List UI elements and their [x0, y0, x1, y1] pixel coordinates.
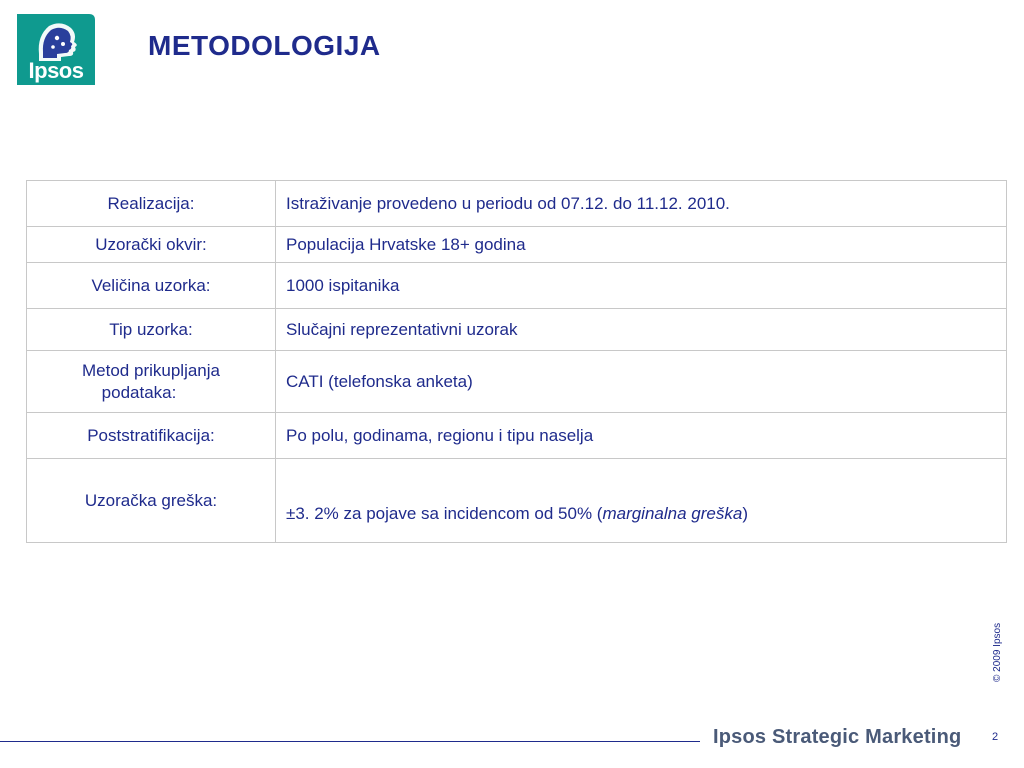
- copyright-text: © 2009 Ipsos: [992, 622, 1003, 682]
- row-label: Realizacija:: [27, 181, 276, 227]
- row-label: Uzorački okvir:: [27, 227, 276, 263]
- row-value: Populacija Hrvatske 18+ godina: [276, 227, 1007, 263]
- table-row: [27, 181, 1007, 227]
- row-label: Poststratifikacija:: [27, 413, 276, 459]
- page-title: METODOLOGIJA: [148, 30, 381, 61]
- copyright-notice: [988, 606, 1008, 686]
- table-row: [27, 309, 1007, 351]
- logo-text: Ipsos: [28, 58, 84, 83]
- row-value-italic: marginalna greška: [602, 504, 743, 523]
- row-value: CATI (telefonska anketa): [276, 351, 1007, 413]
- row-value-end: ): [742, 504, 748, 523]
- row-value: [276, 459, 1007, 543]
- row-label: Uzoračka greška:: [27, 459, 276, 543]
- row-value: 1000 ispitanika: [276, 263, 1007, 309]
- page-number: 2: [992, 731, 999, 743]
- footer-divider: [0, 741, 700, 742]
- table-row: [27, 351, 1007, 413]
- row-value: Po polu, godinama, regionu i tipu naselja: [276, 413, 1007, 459]
- ipsos-logo: [17, 14, 95, 85]
- table-row: [27, 227, 1007, 263]
- table-row: [27, 263, 1007, 309]
- row-label-line-2: podataka:: [101, 382, 177, 402]
- row-label: Veličina uzorka:: [27, 263, 276, 309]
- row-value-main: ±3. 2% za pojave sa incidencom od 50% (: [286, 504, 603, 523]
- table-row: [27, 413, 1007, 459]
- row-label-line-1: Metod prikupljanja: [82, 360, 220, 380]
- row-value: Istraživanje provedeno u periodu od 07.12. do 11.12. 2010.: [276, 181, 1007, 227]
- footer-brand: Ipsos Strategic Marketing: [713, 726, 962, 748]
- methodology-table: [26, 180, 1007, 543]
- row-value: Slučajni reprezentativni uzorak: [276, 309, 1007, 351]
- row-label: Tip uzorka:: [27, 309, 276, 351]
- table-row: [27, 459, 1007, 543]
- row-label: [27, 351, 276, 413]
